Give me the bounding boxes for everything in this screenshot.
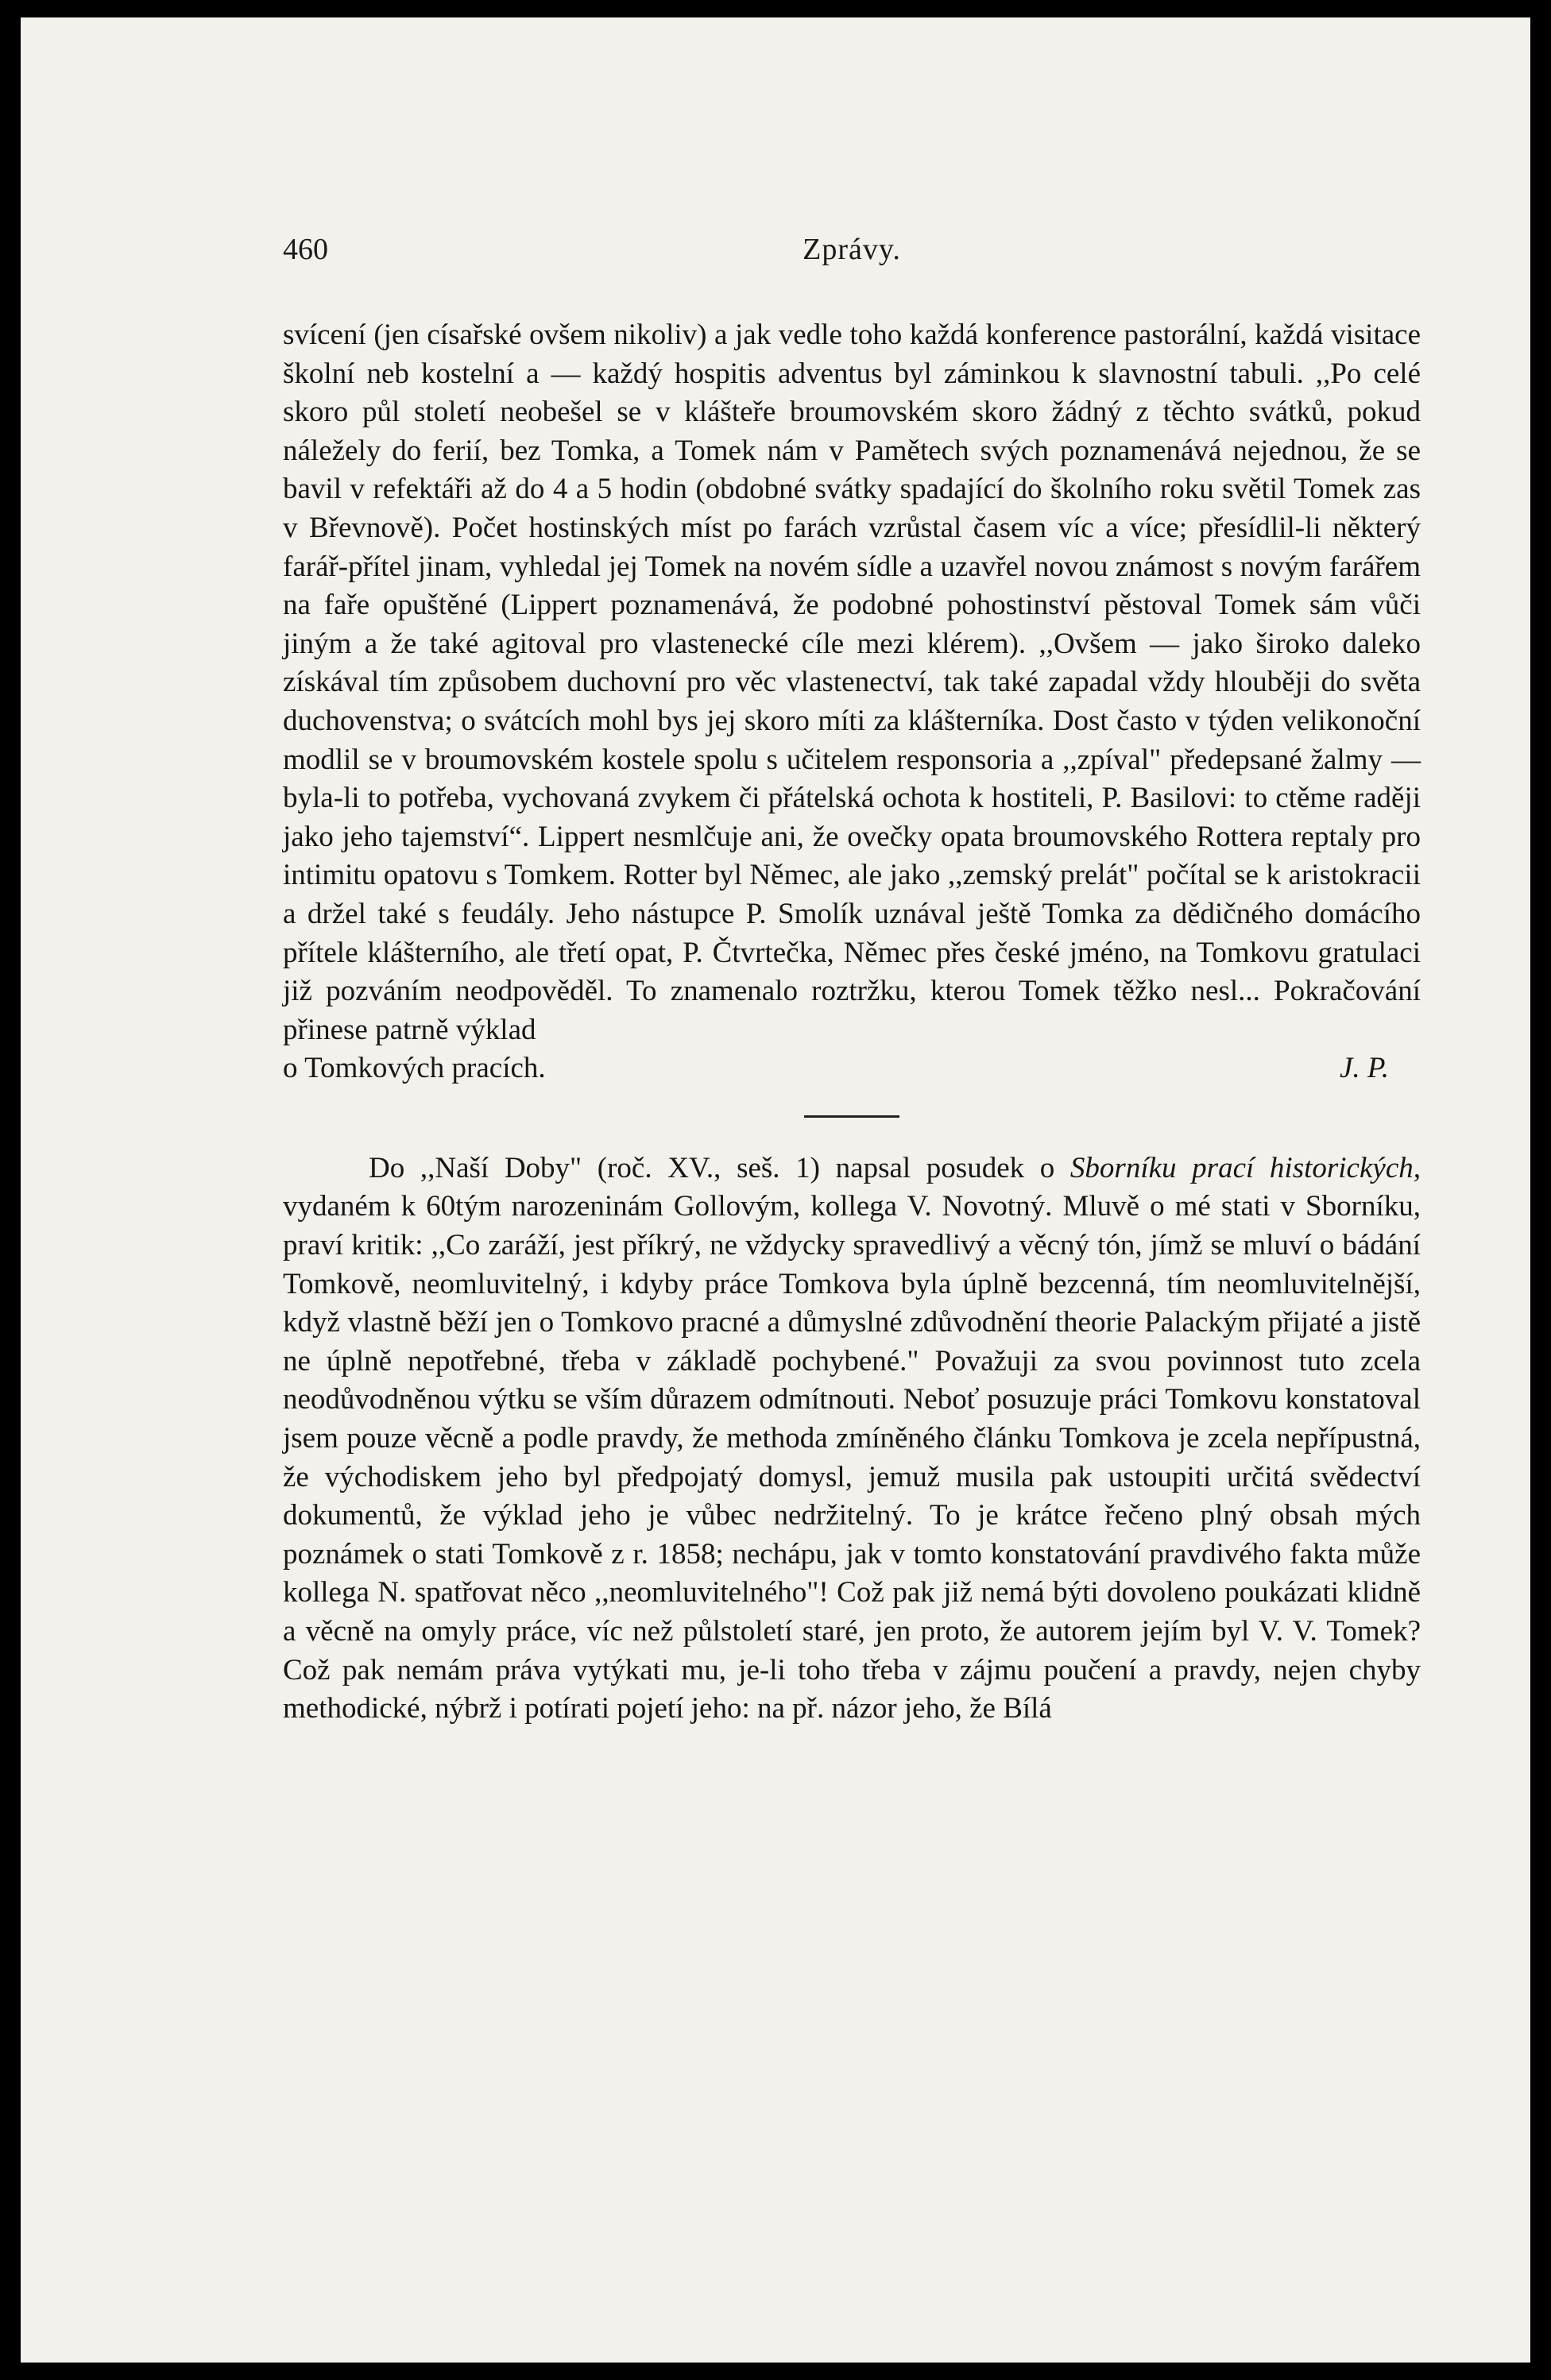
section-divider <box>804 1115 899 1118</box>
article-1-closing-line <box>283 1049 1421 1088</box>
article-2-lead: Do ,,Naší Doby" (roč. XV., seš. 1) napsal posudek o <box>369 1151 1070 1184</box>
page-number: 460 <box>283 233 328 266</box>
body-text <box>283 316 1421 1729</box>
document-page <box>21 17 1530 2363</box>
article-2-cited-title: Sborníku prací historických, <box>1069 1151 1421 1184</box>
running-head: Zprávy. <box>803 233 901 266</box>
page-header <box>283 232 1421 280</box>
article-1-last-line: o Tomkových pracích. <box>283 1052 546 1085</box>
article-1-paragraph: svícení (jen císařské ovšem nikoliv) a jak vedle toho každá konference pastorální, každá visitace školní neb kostelní a — každý hospitis adventus byl záminkou k slavnostní tabuli. ,,Po celé skoro půl století neobešel se v klášteře broumovském skoro žádný z těchto svátků, pokud náležely do ferií, bez Tomka, a Tomek nám v Pamětech svých poznamenává nejednou, že se bavil v refektáři až do 4 a 5 hodin (obdobné svátky spadající do školního roku světil Tomek zas v Břevnově). Počet hostinských míst po farách vzrůstal časem víc a více; přesídlil-li některý farář-přítel jinam, vyhledal jej Tomek na novém sídle a uzavřel novou známost s novým farářem na faře opuštěné (Lippert poznamenává, že podobné pohostinství pěstoval Tomek sám vůči jiným a že také agitoval pro vlastenecké cíle mezi klérem). ,,Ovšem — jako široko daleko získával tím způsobem duchovní pro věc vlastenectví, tak také zapadal vždy hlouběji do světa duchovenstva; o svátcích mohl bys jej skoro míti za klášterníka. Dost často v týden velikonoční modlil se v broumovském kostele spolu s učitelem responsoria a ,,zpíval" předepsané žalmy — byla-li to potřeba, vychovaná zvykem či přátelská ochota k hostiteli, P. Basilovi: to ctěme raději jako jeho tajemství“. Lippert nesmlčuje ani, že ovečky opata broumovského Rottera reptaly pro intimitu opatovu s Tomkem. Rotter byl Němec, ale jako ,,zemský prelát" počítal se k aristokracii a držel také s feudály. Jeho nástupce P. Smolík uznával ještě Tomka za dědičného domácího přítele klášterního, ale třetí opat, P. Čtvrtečka, Němec přes české jméno, na Tomkovu gratulaci již pozváním neodpověděl. To znamenalo roztržku, kterou Tomek těžko nesl... Pokračování přinese patrně výklad <box>283 319 1421 1046</box>
author-signature: J. P. <box>1339 1052 1389 1085</box>
article-2-text: vydaném k 60tým narozeninám Gollovým, kollega V. Novotný. Mluvě o mé stati v Sborníku, praví kritik: ,,Co zaráží, jest příkrý, ne vždycky spravedlivý a věcný tón, jímž se mluví o bádání Tomkově, neomluvitelný, i kdyby práce Tomkova byla úplně bezcenná, tím neomluvitelnější, když vlastně běží jen o Tomkovo pracné a důmyslné zdůvodnění theorie Palackým přijaté a jistě ne úplně nepotřebné, třeba v základě pochybené." Považuji za svou povinnost tuto zcela neodůvodněnou výtku se vším důrazem odmítnouti. Neboť posuzuje práci Tomkovu konstatoval jsem pouze věcně a podle pravdy, že methoda zmíněného článku Tomkova je zcela nepřípustná, že východiskem jeho byl předpojatý domysl, jemuž musila pak ustoupiti určitá svědectví dokumentů, že výklad jeho je vůbec nedržitelný. To je krátce řečeno plný obsah mých poznámek o stati Tomkově z r. 1858; nechápu, jak v tomto konstatování pravdivého fakta může kollega N. spatřovat něco ,,neomluvitelného"! Což pak již nemá býti dovoleno poukázati klidně a věcně na omyly práce, víc než půlstoletí staré, jen proto, že autorem jejím byl V. V. Tomek? Což pak nemám práva vytýkati mu, je-li toho třeba v zájmu poučení a pravdy, nejen chyby methodické, nýbrž i potírati pojetí jeho: na př. názor jeho, že Bílá <box>283 1190 1421 1725</box>
article-2-paragraph <box>283 1149 1421 1729</box>
